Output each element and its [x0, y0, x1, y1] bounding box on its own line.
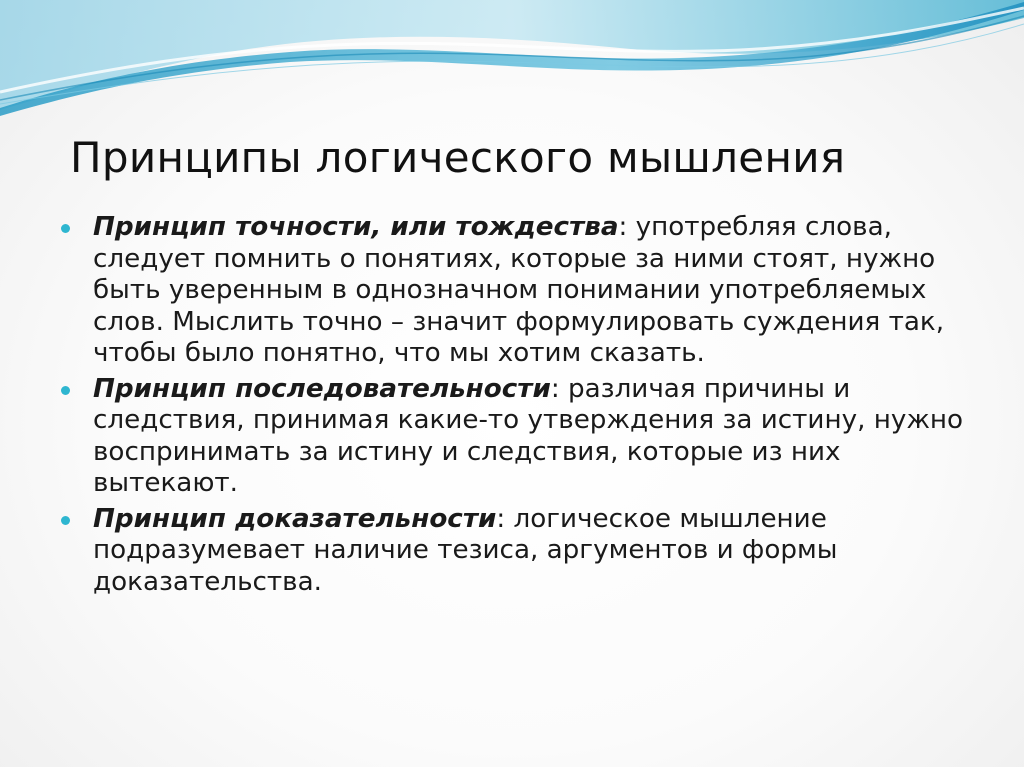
bullet-item-accuracy [60, 212, 970, 370]
bullet-term: Принцип доказательности [93, 503, 497, 534]
bullet-item-evidence [60, 504, 970, 599]
bullet-dot-icon [61, 224, 70, 233]
slide-title: Принципы логического мышления [70, 133, 846, 182]
bullet-text: : употребляя слова, следует помнить о понятиях, которые за ними стоят, нужно быть уверенным в однозначном понимании употребляемых слов. Мыслить точно – значит формулировать суждения так, чтобы было понятно, что мы хотим сказать. [93, 212, 945, 368]
bullet-term: Принцип последовательности [93, 373, 551, 404]
bullet-dot-icon [61, 516, 70, 525]
decorative-wave-banner [0, 0, 1024, 130]
bullet-text: : логическое мышление подразумевает наличие тезиса, аргументов и формы доказательства. [93, 503, 838, 597]
bullet-list [60, 212, 970, 602]
bullet-dot-icon [61, 386, 70, 395]
bullet-text: : различая причины и следствия, принимая какие-то утверждения за истину, нужно воспринимать за истину и следствия, которые из них вытекают. [93, 373, 964, 498]
bullet-item-consistency [60, 374, 970, 500]
bullet-term: Принцип точности, или тождества [93, 212, 619, 242]
